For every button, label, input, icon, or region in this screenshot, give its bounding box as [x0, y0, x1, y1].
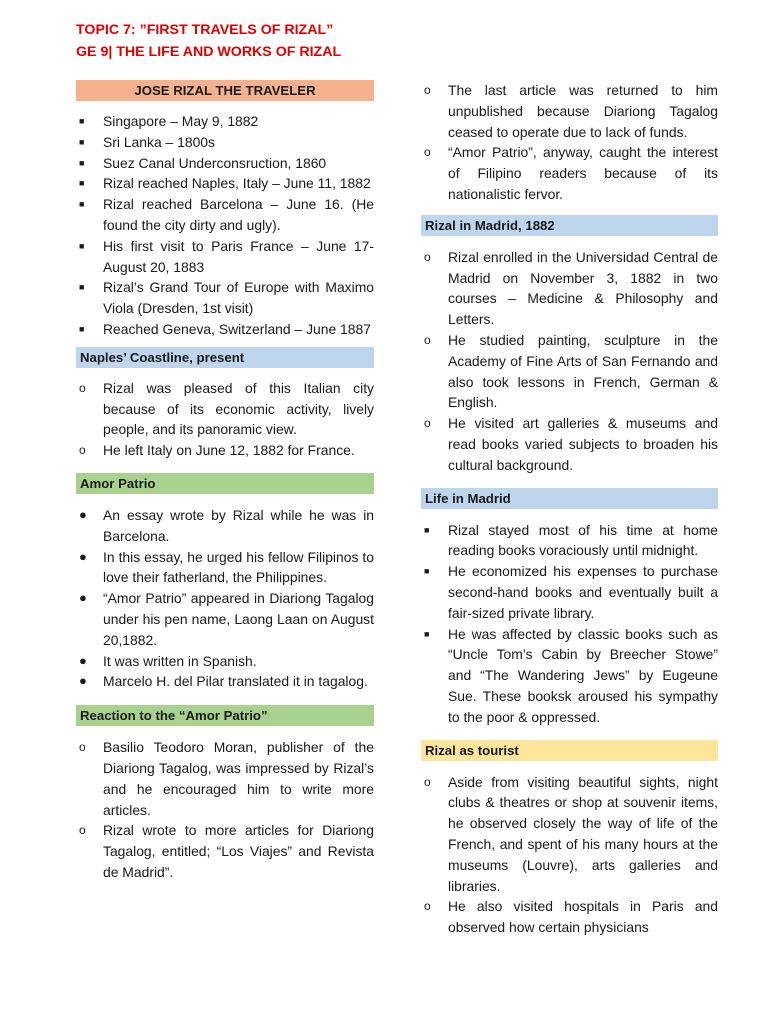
- topic-title: TOPIC 7: ”FIRST TRAVELS OF RIZAL”: [76, 22, 334, 38]
- list-item: ● “Amor Patrio” appeared in Diariong Tagalog under his pen name, Laong Laan on August 20,1882.: [79, 590, 374, 648]
- topic-header: [76, 19, 341, 63]
- square-bullet-icon: ■: [79, 240, 85, 251]
- section-heading-traveler: JOSE RIZAL THE TRAVELER: [76, 80, 374, 101]
- bullet-icon: ●: [79, 506, 87, 522]
- section-heading-tourist: Rizal as tourist: [421, 740, 718, 761]
- naples-list: [76, 378, 374, 461]
- bullet-icon: ●: [79, 673, 87, 689]
- list-item: o Rizal enrolled in the Universidad Central de Madrid on November 3, 1882 in two courses – Medicine & Philosophy and Letters.: [424, 248, 718, 328]
- square-bullet-icon: ■: [79, 282, 85, 293]
- course-title: GE 9| THE LIFE AND WORKS OF RIZAL: [76, 44, 342, 60]
- list-item: ● In this essay, he urged his fellow Filipinos to love their fatherland, the Philippines.: [79, 548, 374, 586]
- circle-bullet-icon: o: [79, 823, 86, 838]
- left-column: [76, 80, 374, 883]
- circle-bullet-icon: o: [424, 416, 431, 431]
- list-item: o He left Italy on June 12, 1882 for France.: [76, 440, 374, 461]
- circle-bullet-icon: o: [79, 443, 86, 458]
- list-item: o Aside from visiting beautiful sights, night clubs & theatres or shop at souvenir items, he observed closely the way of life of the French, and spent of his many hours at the museums (Louvre), arts galleries and libraries.: [424, 773, 718, 894]
- square-bullet-icon: ■: [79, 323, 85, 334]
- reaction-list: [76, 737, 374, 883]
- circle-bullet-icon: o: [79, 740, 86, 755]
- section-heading-reaction: Reaction to the “Amor Patrio”: [76, 705, 374, 726]
- continued-list: [421, 80, 718, 205]
- life-in-madrid-list: [421, 520, 718, 728]
- traveler-list: [76, 111, 374, 340]
- circle-bullet-icon: o: [424, 899, 431, 914]
- circle-bullet-icon: o: [424, 774, 431, 789]
- list-item: ■ Rizal’s Grand Tour of Europe with Maximo Viola (Dresden, 1st visit): [79, 279, 374, 317]
- bullet-icon: ●: [79, 652, 87, 668]
- list-item: ■ Reached Geneva, Switzerland – June 1887: [76, 319, 374, 340]
- list-item: ■ Rizal reached Barcelona – June 16. (He found the city dirty and ugly).: [79, 196, 374, 233]
- list-item: o “Amor Patrio”, anyway, caught the interest of Filipino readers because of its nationalistic fervor.: [424, 144, 718, 202]
- circle-bullet-icon: o: [79, 380, 86, 395]
- list-item: ● Marcelo H. del Pilar translated it in tagalog.: [76, 671, 374, 692]
- list-item: o He visited art galleries & museums and read books varied subjects to broaden his cultural background.: [424, 415, 718, 473]
- madrid-list: [421, 247, 718, 476]
- list-item: ■ Rizal stayed most of his time at home reading books voraciously until midnight.: [424, 521, 718, 559]
- list-item: ■ Singapore – May 9, 1882: [76, 111, 374, 132]
- square-bullet-icon: ■: [424, 524, 430, 535]
- list-item: ■ He was affected by classic books such as “Uncle Tom’s Cabin by Breecher Stowe” and “The Wandering Jews” by Eugeune Sue. These booksk aroused his sympathy to the poor & oppressed.: [424, 625, 718, 725]
- list-item: o Basilio Teodoro Moran, publisher of the Diariong Tagalog, was impressed by Rizal’s and he encouraged him to write more articles.: [79, 739, 374, 818]
- bullet-icon: ●: [79, 590, 87, 606]
- circle-bullet-icon: o: [424, 83, 431, 97]
- list-item: ■ Suez Canal Underconsruction, 1860: [76, 153, 374, 174]
- section-heading-life-in-madrid: Life in Madrid: [421, 488, 718, 509]
- list-item: ● An essay wrote by Rizal while he was in Barcelona.: [79, 506, 374, 544]
- circle-bullet-icon: o: [424, 145, 431, 160]
- square-bullet-icon: ■: [79, 116, 85, 126]
- tourist-list: [421, 772, 718, 938]
- list-item: o He also visited hospitals in Paris and observed how certain physicians: [424, 898, 718, 936]
- square-bullet-icon: ■: [79, 178, 85, 189]
- list-item: o Rizal was pleased of this Italian city because of its economic activity, lively people, and its panoramic view.: [79, 379, 374, 438]
- bullet-icon: ●: [79, 548, 87, 564]
- amor-patrio-list: [76, 505, 374, 692]
- list-item: ■ Sri Lanka – 1800s: [76, 132, 374, 153]
- right-column: [421, 80, 718, 938]
- list-item: ● It was written in Spanish.: [76, 651, 374, 672]
- square-bullet-icon: ■: [79, 199, 85, 210]
- list-item: ■ His first visit to Paris France – June 17- August 20, 1883: [79, 237, 374, 275]
- square-bullet-icon: ■: [424, 566, 430, 577]
- section-heading-madrid: Rizal in Madrid, 1882: [421, 215, 718, 236]
- square-bullet-icon: ■: [424, 628, 430, 639]
- circle-bullet-icon: o: [424, 249, 431, 264]
- list-item: o Rizal wrote to more articles for Diariong Tagalog, entitled; “Los Viajes” and Revista de Madrid”.: [79, 822, 374, 880]
- section-heading-naples: Naples’ Coastline, present: [76, 347, 374, 368]
- list-item: ■ He economized his expenses to purchase second-hand books and eventually built a fair-sized private library.: [424, 563, 718, 621]
- square-bullet-icon: ■: [79, 136, 85, 147]
- list-item: o The last article was returned to him unpublished because Diariong Tagalog ceased to operate due to lack of funds.: [424, 82, 718, 140]
- section-heading-amor-patrio: Amor Patrio: [76, 473, 374, 494]
- list-item: o He studied painting, sculpture in the Academy of Fine Arts of San Fernando and also took lessons in French, German & English.: [424, 331, 718, 411]
- circle-bullet-icon: o: [424, 332, 431, 347]
- list-item: ■ Rizal reached Naples, Italy – June 11, 1882: [76, 173, 374, 194]
- square-bullet-icon: ■: [79, 157, 85, 168]
